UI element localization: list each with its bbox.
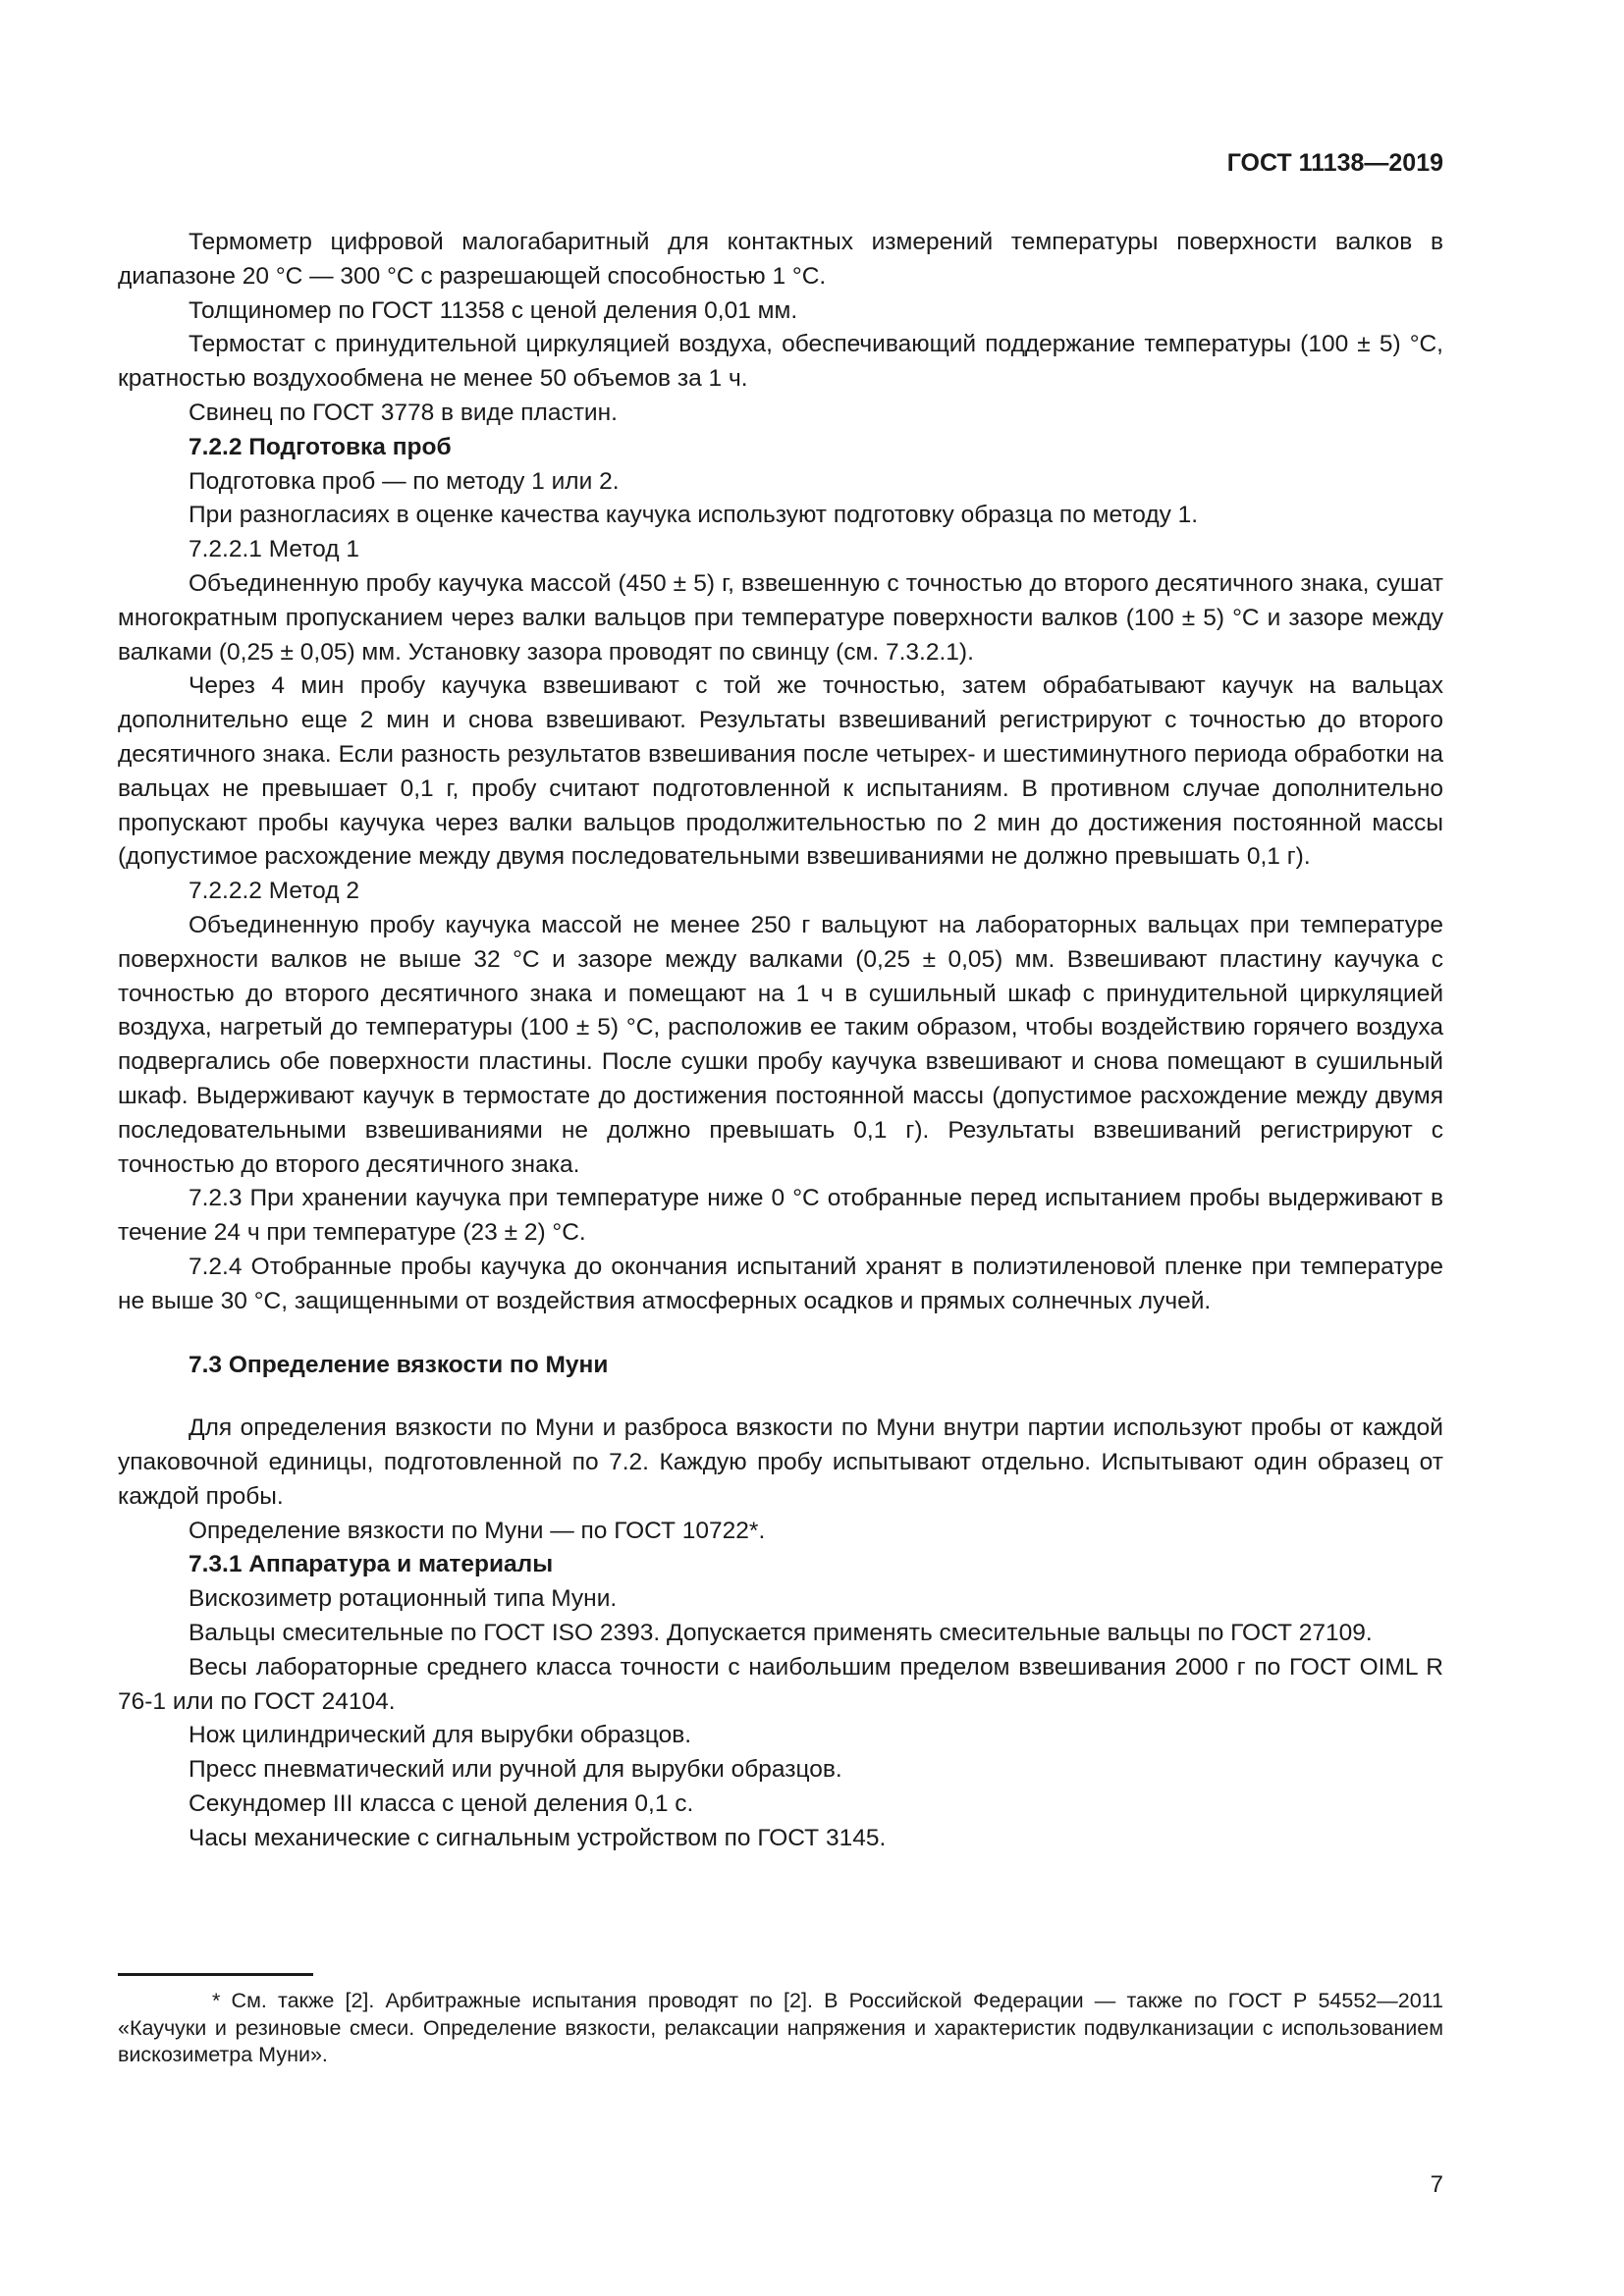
subsection-heading: 7.2.2.2 Метод 2 [189,878,359,905]
paragraph: 7.2.4 Отобранные пробы каучука до окончания испытаний хранят в полиэтиленовой пленке при температуре не выше 30 °С, защищенными от воздействия атмосферных осадков и прямых солнечных лучей. [118,1253,1443,1314]
paragraph: Часы механические с сигнальным устройством по ГОСТ 3145. [189,1824,887,1851]
paragraph: Пресс пневматический или ручной для вырубки образцов. [189,1756,842,1784]
section-heading: 7.3.1 Аппаратура и материалы [189,1551,554,1578]
paragraph: Термометр цифровой малогабаритный для контактных измерений температуры поверхности валков в диапазоне 20 °С — 300 °С с разрешающей способностью 1 °С. [118,229,1443,290]
paragraph: Объединенную пробу каучука массой (450 ± 5) г, взвешенную с точностью до второго десятичного знака, сушат многократным пропусканием через валки вальцов при температуре поверхности валков (100 ± 5) °С и зазоре между валками (0,25 ± 0,05) мм. Установку зазора проводят по свинцу (см. 7.3.2.1). [118,569,1443,666]
footnote: * См. также [2]. Арбитражные испытания проводят по [2]. В Российской Федерации — также по ГОСТ Р 54552—2011 «Каучуки и резиновые смеси. Определение вязкости, релаксации напряжения и характеристик подвулканизации с использованием вискозиметра Муни». [118,1989,1443,2066]
paragraph: При разногласиях в оценке качества каучука используют подготовку образца по методу 1. [189,502,1199,529]
paragraph: Для определения вязкости по Муни и разброса вязкости по Муни внутри партии используют пробы от каждой упаковочной единицы, подготовленной по 7.2. Каждую пробу испытывают отдельно. Испытывают один образец от каждой пробы. [118,1415,1443,1510]
paragraph: Нож цилиндрический для вырубки образцов. [189,1722,692,1749]
paragraph: Подготовка проб — по методу 1 или 2. [189,467,620,495]
paragraph: Секундомер III класса с ценой деления 0,1 с. [189,1790,694,1818]
paragraph: Термостат с принудительной циркуляцией воздуха, обеспечивающий поддержание температуры (100 ± 5) °С, кратностью воздухообмена не менее 50 объемов за 1 ч. [118,331,1443,393]
section-heading: 7.2.2 Подготовка проб [189,433,452,460]
paragraph: Объединенную пробу каучука массой не менее 250 г вальцуют на лабораторных вальцах при температуре поверхности валков не выше 32 °С и зазоре между валками (0,25 ± 0,05) мм. Взвешивают пластину каучука с точностью до второго десятичного знака и помещают на 1 ч в сушильный шкаф с принудительной циркуляцией воздуха, нагретый до температуры (100 ± 5) °С, расположив ее таким образом, чтобы воздействию горячего воздуха подвергались обе поверхности пластины. После сушки пробу каучука взвешивают и снова помещают в сушильный шкаф. Выдерживают каучук в термостате до достижения постоянной массы (допустимое расхождение между двумя последовательными взвешиваниями не должно превышать 0,1 г). Результаты взвешиваний регистрируют с точностью до второго десятичного знака. [118,911,1443,1178]
subsection-heading: 7.2.2.1 Метод 1 [189,536,359,563]
paragraph: Свинец по ГОСТ 3778 в виде пластин. [189,399,618,426]
section-heading: 7.3 Определение вязкости по Муни [189,1351,609,1378]
page-number: 7 [1430,2171,1443,2198]
document-body [118,226,1443,1856]
document-header: ГОСТ 11138—2019 [1226,149,1443,177]
paragraph: Через 4 мин пробу каучука взвешивают с той же точностью, затем обрабатывают каучук на вальцах дополнительно еще 2 мин и снова взвешивают. Результаты взвешиваний регистрируют с точностью до второго десятичного знака. Если разность результатов взвешивания после четырех- и шестиминутного периода обработки на вальцах не превышает 0,1 г, пробу считают подготовленной к испытаниям. В противном случае дополнительно пропускают пробы каучука через валки вальцов продолжительностью по 2 мин до достижения постоянной массы (допустимое расхождение между двумя последовательными взвешиваниями не должно превышать 0,1 г). [118,672,1443,871]
paragraph: Весы лабораторные среднего класса точности с наибольшим пределом взвешивания 2000 г по ГОСТ OIML R 76-1 или по ГОСТ 24104. [118,1653,1443,1715]
footnote-divider [118,1973,313,1976]
paragraph: Вискозиметр ротационный типа Муни. [189,1585,618,1613]
paragraph: Определение вязкости по Муни — по ГОСТ 10722*. [189,1517,766,1544]
paragraph: Вальцы смесительные по ГОСТ ISO 2393. Допускается применять смесительные вальцы по ГОСТ 27109. [189,1620,1373,1647]
paragraph: Толщиномер по ГОСТ 11358 с ценой деления 0,01 мм. [189,296,798,324]
paragraph: 7.2.3 При хранении каучука при температуре ниже 0 °С отобранные перед испытанием пробы выдерживают в течение 24 ч при температуре (23 ± 2) °С. [118,1185,1443,1247]
